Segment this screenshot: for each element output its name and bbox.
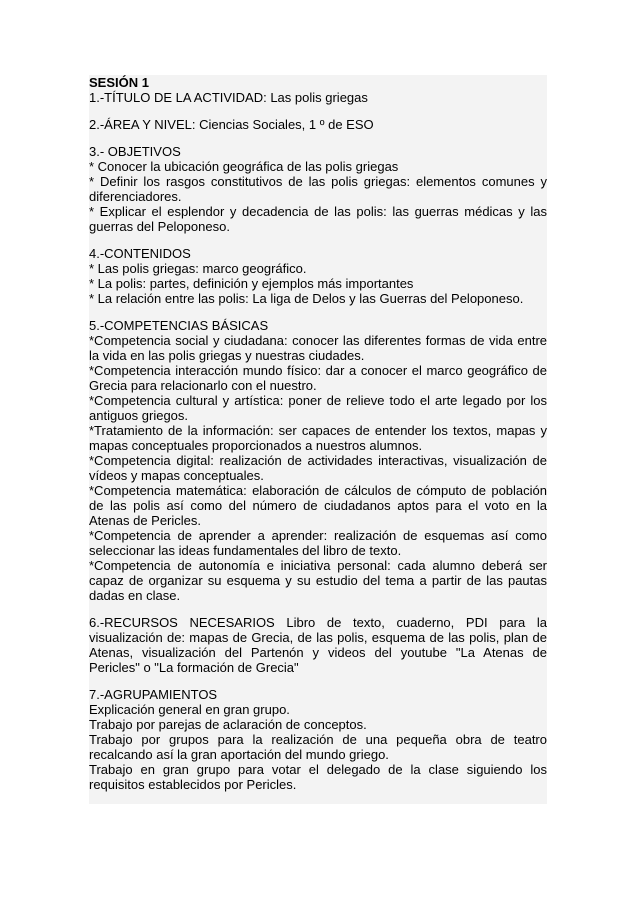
competence-item: *Competencia digital: realización de actividades interactivas, visualización de vídeos y mapas conceptuales. bbox=[89, 453, 547, 483]
spacer bbox=[89, 105, 547, 117]
spacer bbox=[89, 234, 547, 246]
objective-item: * Explicar el esplendor y decadencia de las polis: las guerras médicas y las guerras del Peloponeso. bbox=[89, 204, 547, 234]
spacer bbox=[89, 675, 547, 687]
spacer bbox=[89, 792, 547, 804]
content-item: * La relación entre las polis: La liga de Delos y las Guerras del Peloponeso. bbox=[89, 291, 524, 306]
groupings-heading: 7.-AGRUPAMIENTOS bbox=[89, 687, 547, 702]
competence-item: *Competencia social y ciudadana: conocer las diferentes formas de vida entre la vida en las polis griegas y nuestras ciudades. bbox=[89, 333, 547, 363]
competence-item: *Competencia interacción mundo físico: dar a conocer el marco geográfico de Grecia para relacionarlo con el nuestro. bbox=[89, 363, 547, 393]
content-item: * La polis: partes, definición y ejemplos más importantes bbox=[89, 276, 414, 291]
area-level: 2.-ÁREA Y NIVEL: Ciencias Sociales, 1 º de ESO bbox=[89, 117, 547, 132]
contents-heading: 4.-CONTENIDOS bbox=[89, 246, 547, 261]
spacer bbox=[89, 132, 547, 144]
objective-item: * Definir los rasgos constitutivos de las polis griegas: elementos comunes y diferenciadores. bbox=[89, 174, 547, 204]
spacer bbox=[89, 306, 547, 318]
content-item: * Las polis griegas: marco geográfico. bbox=[89, 261, 307, 276]
competence-item: *Competencia cultural y artística: poner de relieve todo el arte legado por los antiguos griegos. bbox=[89, 393, 547, 423]
grouping-item: Trabajo por grupos para la realización de una pequeña obra de teatro recalcando así la gran aportación del mundo griego. bbox=[89, 732, 547, 762]
resources-paragraph: 6.-RECURSOS NECESARIOS Libro de texto, cuaderno, PDI para la visualización de: mapas de Grecia, de las polis, esquema de las polis, plan de Atenas, visualización del Partenón y videos del youtube "La Atenas de Pericles" o "La formación de Grecia" bbox=[89, 615, 547, 675]
objectives-heading: 3.- OBJETIVOS bbox=[89, 144, 547, 159]
grouping-item: Trabajo por parejas de aclaración de conceptos. bbox=[89, 717, 367, 732]
competence-item: *Competencia de aprender a aprender: realización de esquemas así como seleccionar las ideas fundamentales del libro de texto. bbox=[89, 528, 547, 558]
document-text-block bbox=[89, 75, 547, 804]
session-title: SESIÓN 1 bbox=[89, 75, 547, 90]
objective-item: * Conocer la ubicación geográfica de las polis griegas bbox=[89, 159, 399, 174]
grouping-item: Trabajo en gran grupo para votar el delegado de la clase siguiendo los requisitos establecidos por Pericles. bbox=[89, 762, 547, 792]
activity-title: 1.-TÍTULO DE LA ACTIVIDAD: Las polis griegas bbox=[89, 90, 547, 105]
grouping-item: Explicación general en gran grupo. bbox=[89, 702, 290, 717]
spacer bbox=[89, 603, 547, 615]
competences-heading: 5.-COMPETENCIAS BÁSICAS bbox=[89, 318, 547, 333]
competence-item: *Tratamiento de la información: ser capaces de entender los textos, mapas y mapas conceptuales proporcionados a nuestros alumnos. bbox=[89, 423, 547, 453]
competence-item: *Competencia de autonomía e iniciativa personal: cada alumno deberá ser capaz de organizar su esquema y su estudio del tema a partir de las pautas dadas en clase. bbox=[89, 558, 547, 603]
competence-item: *Competencia matemática: elaboración de cálculos de cómputo de población de las polis así como del número de ciudadanos aptos para el voto en la Atenas de Pericles. bbox=[89, 483, 547, 528]
